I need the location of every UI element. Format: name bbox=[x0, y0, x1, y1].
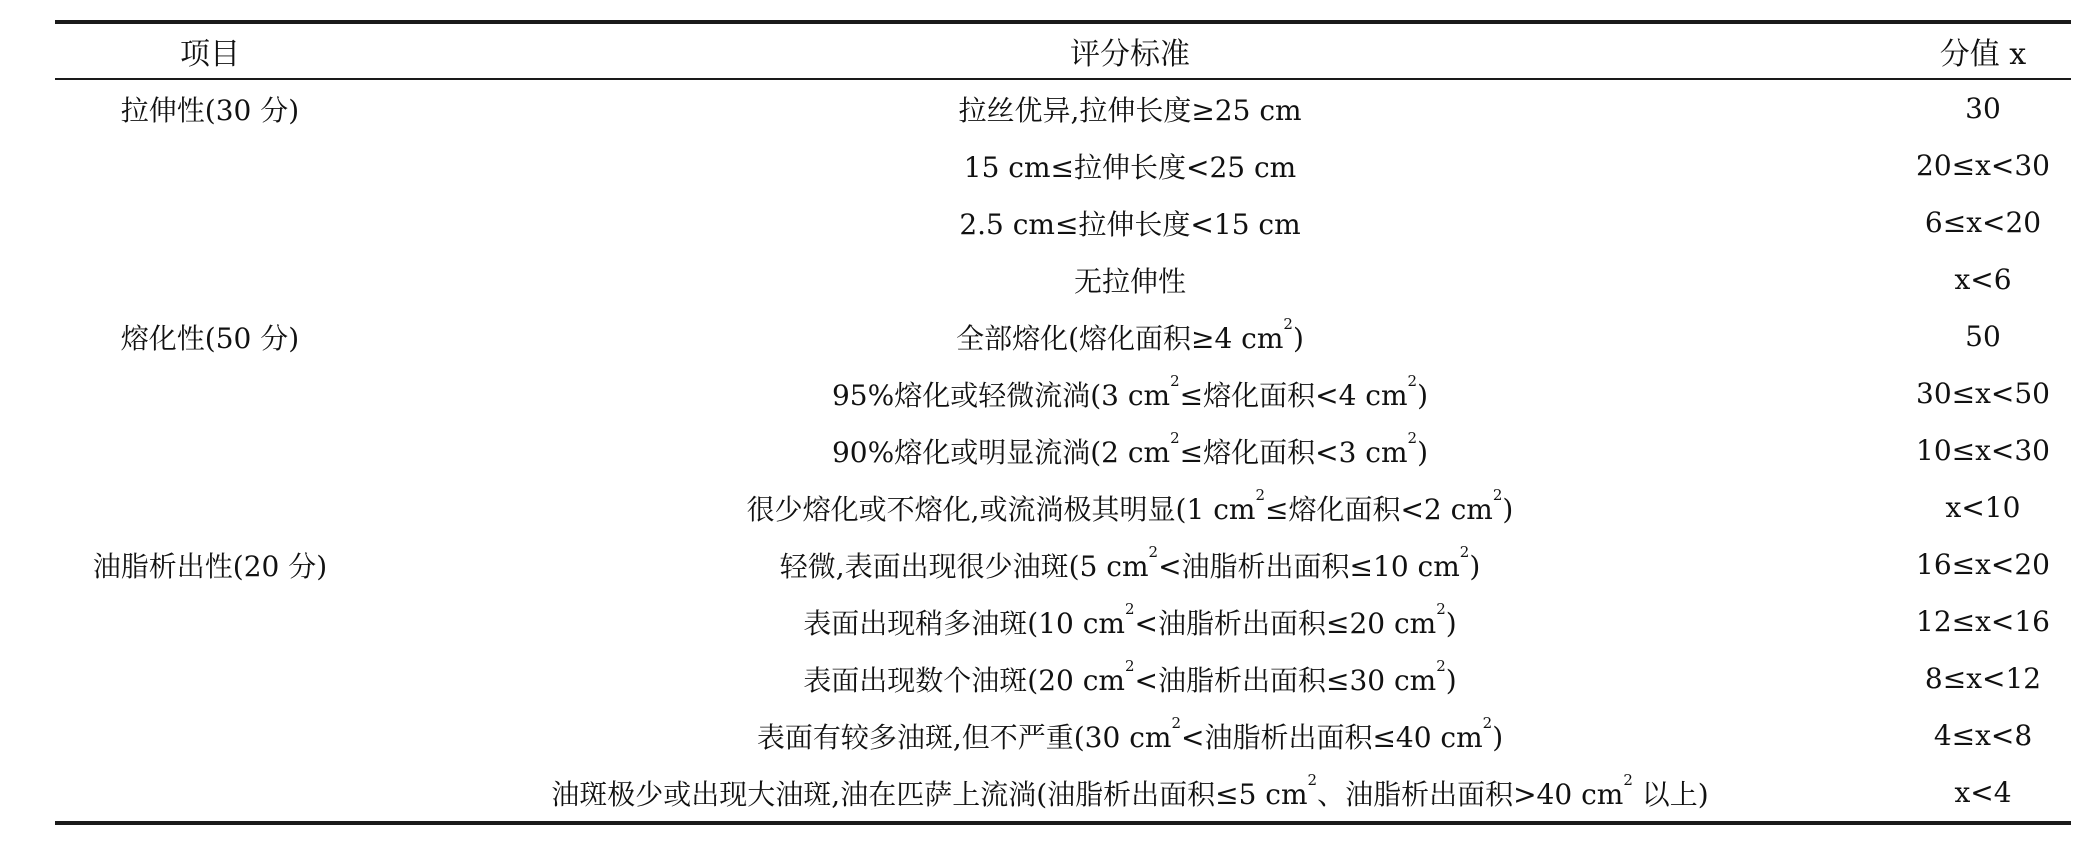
cell-criterion: 95%熔化或轻微流淌(3 $cm^2\le$熔化面积<4 $cm^2$) bbox=[831, 371, 1428, 412]
cell-criterion: 2.5 cm≤拉伸长度<15 cm bbox=[959, 207, 1301, 241]
cell-score: 30≤x<50 bbox=[1916, 377, 2050, 410]
cell-criterion: 很少熔化或不熔化,或流淌极其明显(1 $cm^2\le$熔化面积<2 $cm^2$) bbox=[746, 485, 1514, 526]
table-row bbox=[55, 79, 2071, 137]
table-row bbox=[55, 422, 2071, 479]
cell-criterion: 全部熔化(熔化面积≥4 $cm^2$) bbox=[956, 314, 1304, 355]
cell-criterion: 表面出现稍多油斑(10 $cm^2<$油脂析出面积≤20 $cm^2$) bbox=[803, 599, 1457, 640]
cell-score: 8≤x<12 bbox=[1924, 662, 2042, 695]
scoring-criteria-table bbox=[55, 20, 2071, 825]
cell-criterion: 油斑极少或出现大油斑,油在匹萨上流淌(油脂析出面积≤5 $cm^2$、油脂析出面积>40 $cm^2$ 以上) bbox=[551, 770, 1709, 811]
cell-score: x<4 bbox=[1954, 776, 2012, 809]
cell-score: 20≤x<30 bbox=[1916, 149, 2050, 182]
scoring-table-container bbox=[55, 20, 2071, 825]
table-row bbox=[55, 251, 2071, 308]
header-item: 项目 bbox=[180, 37, 240, 72]
cell-item bbox=[55, 422, 365, 479]
cell-criterion: 无拉伸性 bbox=[1073, 264, 1186, 298]
cell-score: 10≤x<30 bbox=[1916, 434, 2050, 467]
cell-item bbox=[55, 707, 365, 764]
cell-item: 拉伸性(30 分) bbox=[120, 93, 300, 127]
cell-item: 熔化性(50 分) bbox=[120, 321, 300, 355]
cell-item bbox=[55, 365, 365, 422]
cell-score: 30 bbox=[1965, 92, 2001, 125]
table-row bbox=[55, 479, 2071, 536]
cell-criterion: 表面有较多油斑,但不严重(30 $cm^2<$油脂析出面积≤40 $cm^2$) bbox=[756, 713, 1504, 754]
cell-score: x<6 bbox=[1954, 263, 2012, 296]
table-row bbox=[55, 365, 2071, 422]
table-row bbox=[55, 593, 2071, 650]
cell-score: x<10 bbox=[1945, 491, 2021, 524]
cell-item bbox=[55, 650, 365, 707]
header-score: 分值 x bbox=[1939, 37, 2027, 72]
header-row bbox=[55, 22, 2071, 79]
cell-item bbox=[55, 764, 365, 823]
cell-score: 4≤x<8 bbox=[1933, 719, 2033, 752]
table-row bbox=[55, 764, 2071, 823]
table-row bbox=[55, 194, 2071, 251]
table-row bbox=[55, 707, 2071, 764]
cell-score: 6≤x<20 bbox=[1924, 206, 2042, 239]
header-criterion: 评分标准 bbox=[1070, 37, 1190, 72]
cell-score: 16≤x<20 bbox=[1916, 548, 2050, 581]
cell-criterion: 90%熔化或明显流淌(2 $cm^2\le$熔化面积<3 $cm^2$) bbox=[831, 428, 1428, 469]
table-row bbox=[55, 308, 2071, 365]
cell-score: 12≤x<16 bbox=[1916, 605, 2050, 638]
cell-score: 50 bbox=[1965, 320, 2001, 353]
cell-criterion: 轻微,表面出现很少油斑(5 $cm^2<$油脂析出面积≤10 $cm^2$) bbox=[779, 542, 1481, 583]
cell-item bbox=[55, 479, 365, 536]
cell-item: 油脂析出性(20 分) bbox=[92, 549, 328, 583]
cell-criterion: 15 cm≤拉伸长度<25 cm bbox=[963, 150, 1297, 184]
cell-item bbox=[55, 194, 365, 251]
table-row bbox=[55, 650, 2071, 707]
cell-item bbox=[55, 137, 365, 194]
table-row bbox=[55, 536, 2071, 593]
table-row bbox=[55, 137, 2071, 194]
cell-criterion: 拉丝优异,拉伸长度≥25 cm bbox=[958, 93, 1302, 127]
cell-item bbox=[55, 251, 365, 308]
table-body bbox=[55, 79, 2071, 823]
cell-criterion: 表面出现数个油斑(20 $cm^2<$油脂析出面积≤30 $cm^2$) bbox=[803, 656, 1457, 697]
cell-item bbox=[55, 593, 365, 650]
table-header bbox=[55, 22, 2071, 79]
